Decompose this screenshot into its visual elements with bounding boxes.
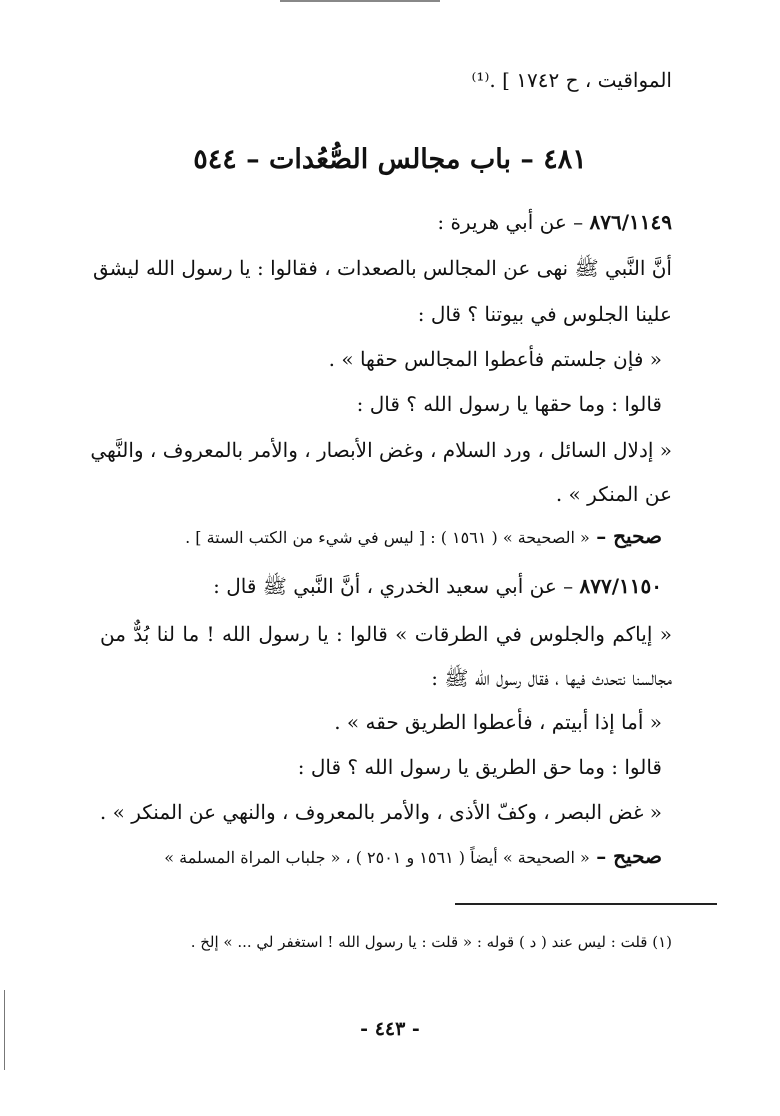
hadith-1-line-3: « فإن جلستم فأعطوا المجالس حقها » . <box>328 347 662 371</box>
hadith-2-line-1: « إياكم والجلوس في الطرقات » قالوا : يا رسول الله ! ما لنا بُدٌّ من <box>100 622 672 646</box>
hadith-1-line-6: عن المنكر » . <box>555 482 672 506</box>
hadith-1-line-4: قالوا : وما حقها يا رسول الله ؟ قال : <box>356 392 662 416</box>
top-scan-edge <box>280 0 440 2</box>
hadith-1-header <box>100 208 672 236</box>
hadith-1-grading <box>100 522 662 550</box>
page-number: - ٤٤٣ - <box>360 1018 420 1040</box>
footnote-separator <box>455 903 717 905</box>
hadith-2-line-2: مجالسنا نتحدث فيها ، فقال رسول الله ﷺ : <box>431 666 672 690</box>
grading-text: « الصحيحة » ( ١٥٦١ ) : [ ليس في شيء من الكتب الستة ] . <box>185 528 590 547</box>
hadith-2-number: ٨٧٧/١١٥٠ <box>579 574 662 598</box>
hadith-2-intro: – عن أبي سعيد الخدري ، أنَّ النَّبي ﷺ قال : <box>213 574 574 598</box>
hadith-1-line-1: أنَّ النَّبي ﷺ نهى عن المجالس بالصعدات ، فقالوا : يا رسول الله ليشق <box>92 256 672 280</box>
hadith-2-line-4: قالوا : وما حق الطريق يا رسول الله ؟ قال : <box>297 755 662 779</box>
carry-over-line: المواقيت ، ح ١٧٤٢ ] .⁽¹⁾ <box>471 68 672 92</box>
hadith-1-line-5: « إدلال السائل ، ورد السلام ، وغض الأبصار ، والأمر بالمعروف ، والنَّهي <box>90 438 672 462</box>
hadith-2-header <box>100 572 662 600</box>
hadith-1-intro: – عن أبي هريرة : <box>437 210 584 234</box>
hadith-2-line-5: « غض البصر ، وكفّ الأذى ، والأمر بالمعروف ، والنهي عن المنكر » . <box>99 800 662 824</box>
grading-label: صحيح – <box>596 524 662 548</box>
hadith-1-line-2: علينا الجلوس في بيوتنا ؟ قال : <box>417 302 672 326</box>
hadith-1-number: ٨٧٦/١١٤٩ <box>589 210 672 234</box>
footnote: (١) قلت : ليس عند ( د ) قوله : « قلت : يا رسول الله ! استغفر لي ... » إلخ . <box>190 933 672 951</box>
chapter-title: ٤٨١ – باب مجالس الصُّعُدات – ٥٤٤ <box>193 144 587 175</box>
hadith-2-grading <box>100 842 662 870</box>
grading-text: « الصحيحة » أيضاً ( ١٥٦١ و ٢٥٠١ ) ، « جلباب المراة المسلمة » <box>164 848 590 867</box>
hadith-2-line-3: « أما إذا أبيتم ، فأعطوا الطريق حقه » . <box>334 710 662 734</box>
grading-label: صحيح – <box>596 844 662 868</box>
